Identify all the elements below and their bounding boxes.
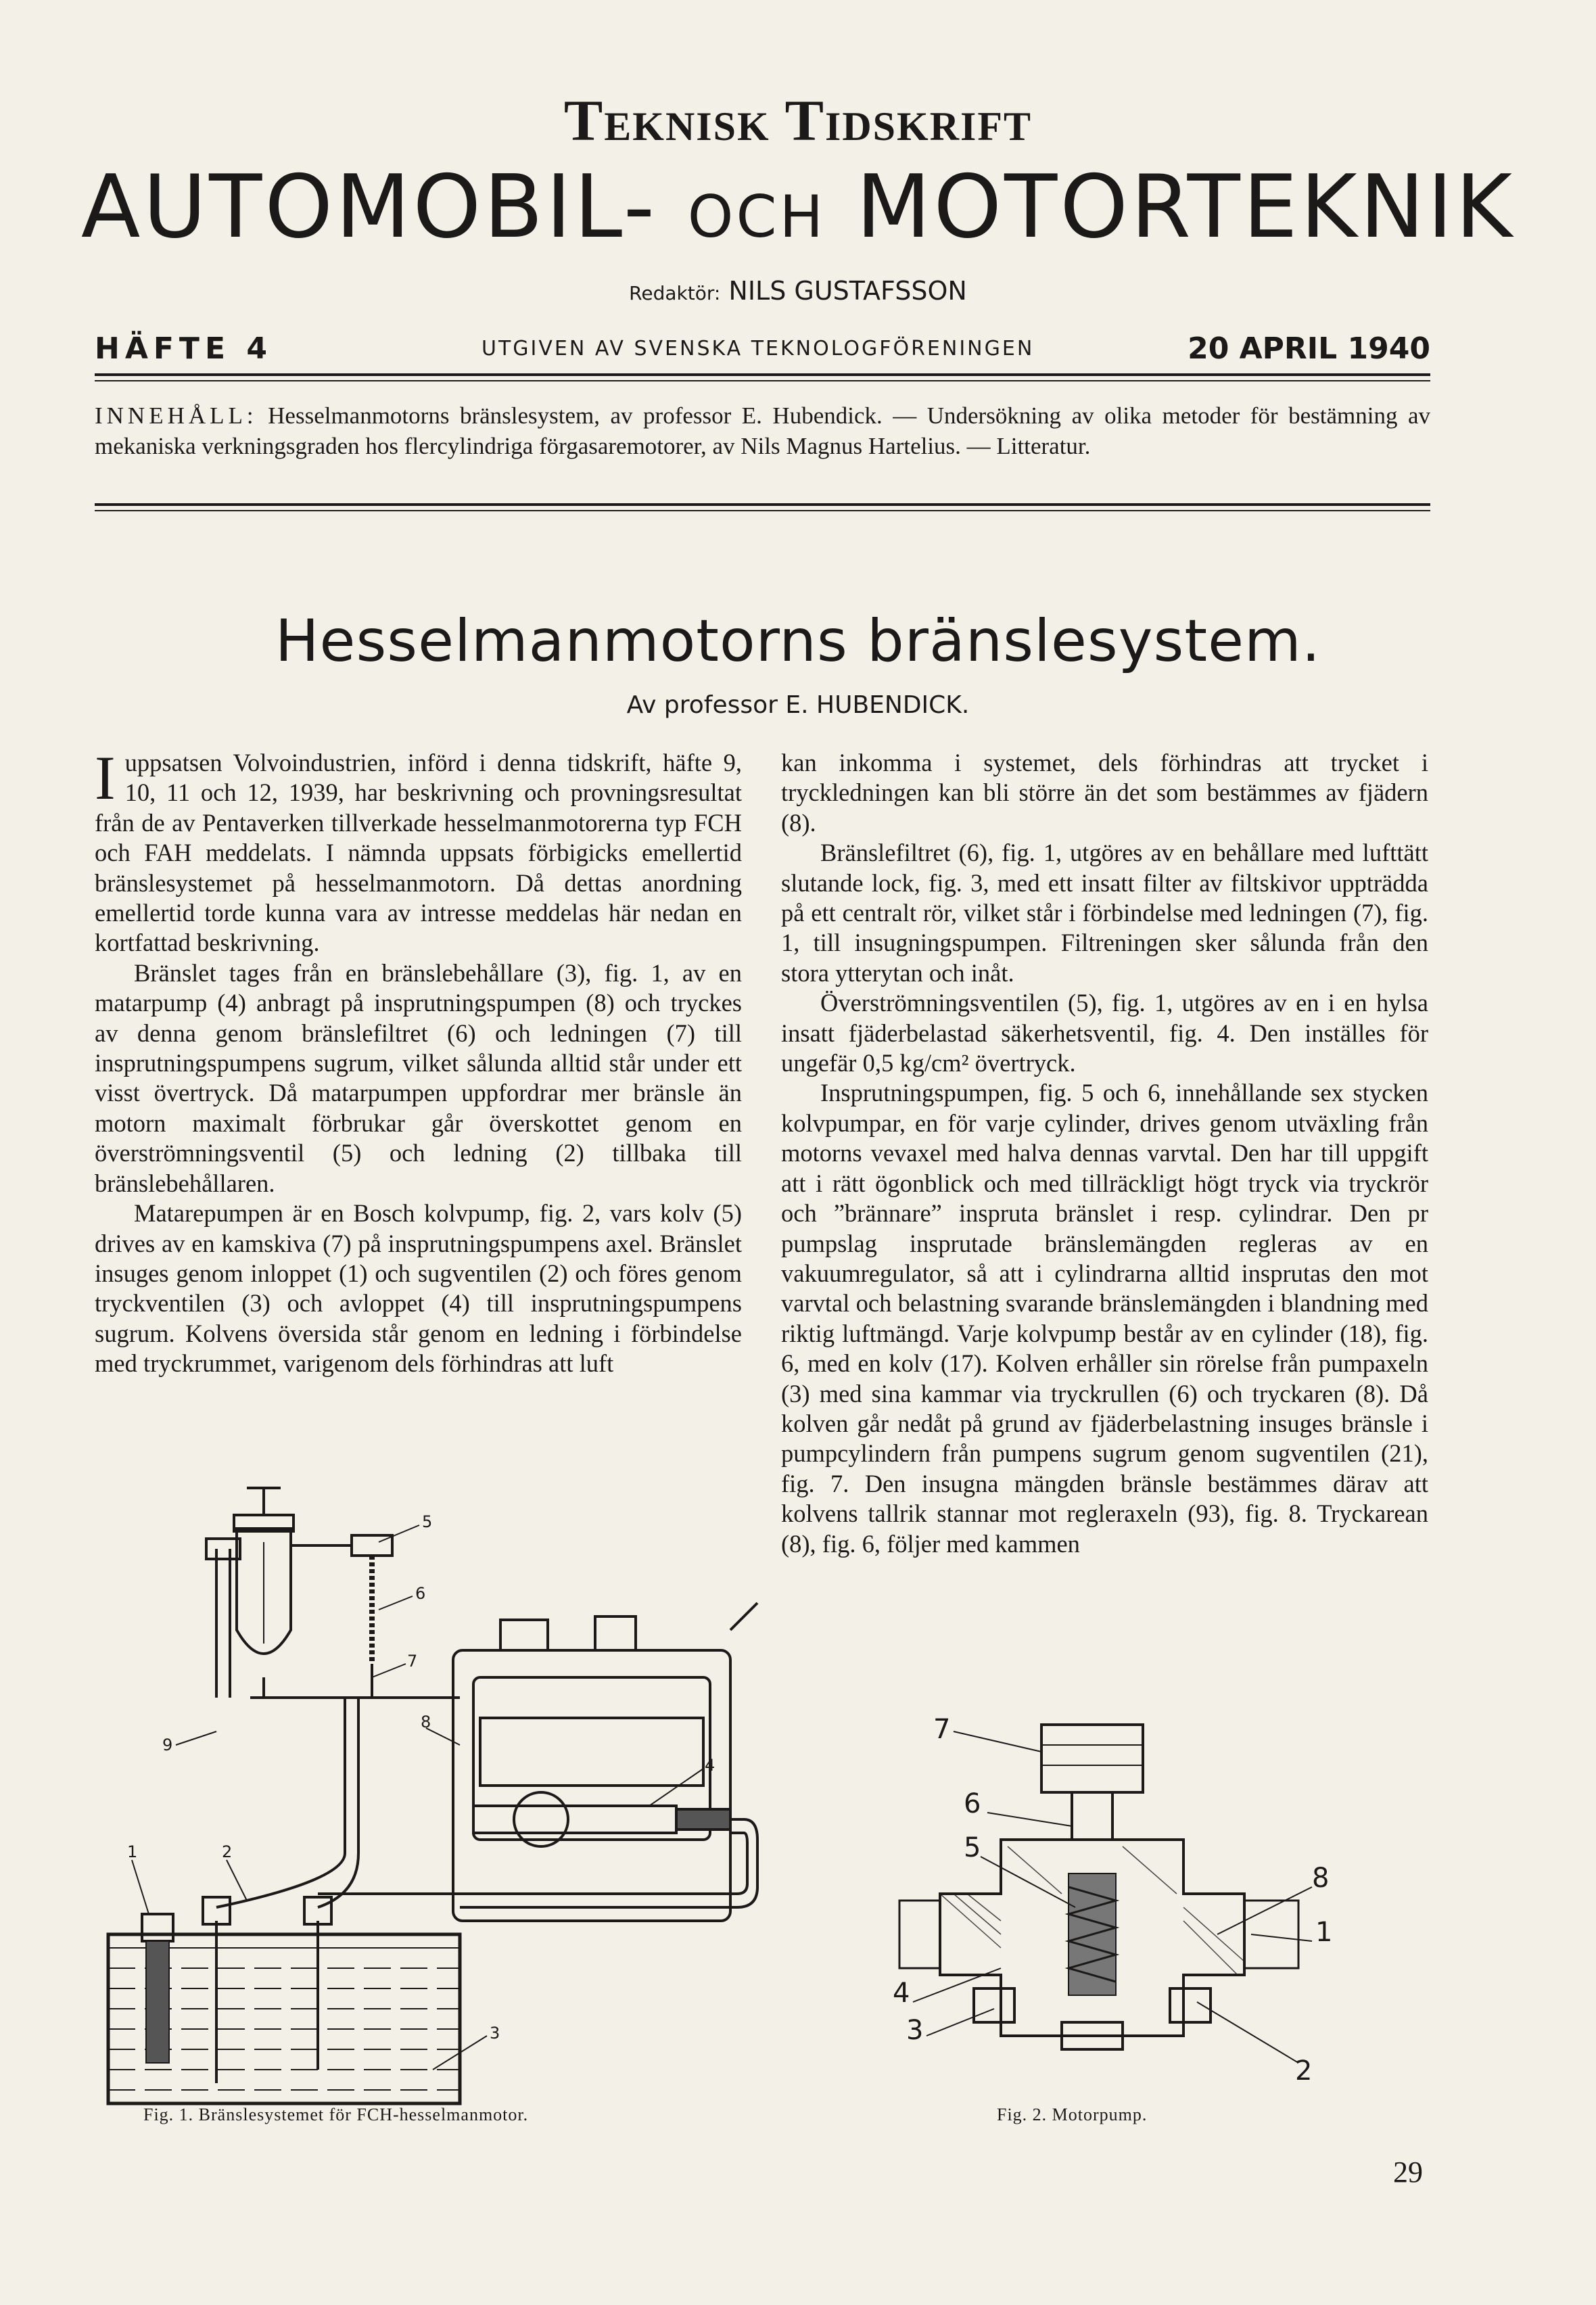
fig1-label-6: 6 bbox=[415, 1584, 426, 1603]
journal-name: Teknisk Tidskrift bbox=[563, 88, 1033, 153]
contents-rule bbox=[95, 503, 1430, 506]
fig2-label-8: 8 bbox=[1312, 1863, 1330, 1894]
fig1-label-2: 2 bbox=[222, 1842, 233, 1861]
figure-1-caption: Fig. 1. Bränslesystemet för FCH-hesselmanmotor. bbox=[143, 2105, 529, 2124]
fig1-label-1: 1 bbox=[127, 1842, 138, 1861]
fig2-label-1: 1 bbox=[1315, 1917, 1333, 1948]
contents-text: Hesselmanmotorns bränslesystem, av professor E. Hubendick. — Undersökning av olika metoder för bestämning av mekaniska verkningsgraden hos flercylindriga förgasaremotorer, av Nils Magnus Hartelius. — Litteratur. bbox=[95, 402, 1430, 459]
figure-2-caption: Fig. 2. Motorpump. bbox=[997, 2105, 1148, 2124]
paragraph-2: Bränslet tages från en bränslebehållare (3), fig. 1, av en matarpump (4) anbragt på insprutningspumpen (8) och tryckes av denna genom bränslefiltret (6) och ledningen (7) till insprutningspumpens sugrum, vilket sålunda alltid står under ett visst övertryck. Då matarpumpen uppfordrar mer bränsle än motorn maximalt förbrukar går överskottet genom en överströmningsventil (5) och ledning (2) tillbaka till bränslebehållaren. bbox=[95, 958, 742, 1197]
paragraph-3: Matarepumpen är en Bosch kolvpump, fig. 2, vars kolv (5) drives av en kamskiva (7) på insprutningspumpens axel. Bränslet insuges genom inloppet (1) och sugventilen (2) och föres genom tryckventilen (3) och avloppet (4) till insprutningspumpens sugrum. Kolvens översida står genom en ledning i förbindelse med tryckrummet, varigenom dels förhindras att luft bbox=[95, 1199, 742, 1378]
drop-cap: I bbox=[95, 743, 116, 812]
paragraph-4: kan inkomma i systemet, dels förhindras att trycket i tryckledningen kan bli större än det som bestämmes av fjädern (8). bbox=[781, 749, 1428, 837]
editor-line bbox=[0, 276, 1596, 306]
figure-2-motor-pump-section bbox=[839, 1718, 1366, 2097]
page-number: 29 bbox=[1393, 2156, 1423, 2189]
fig2-label-7: 7 bbox=[933, 1718, 951, 1745]
fig2-label-2: 2 bbox=[1295, 2055, 1313, 2087]
fig2-label-6: 6 bbox=[964, 1788, 981, 1819]
paragraph-5: Bränslefiltret (6), fig. 1, utgöres av en behållare med lufttätt slutande lock, fig. 3, med ett insatt filter av filtskivor uppträdda på ett centralt rör, vilket står i förbindelse med ledningen (7), fig. 1, till insugningspumpen. Filtreningen sker sålunda från den stora ytterytan och inåt. bbox=[781, 839, 1428, 987]
article-title: Hesselmanmotorns bränslesystem. bbox=[275, 607, 1321, 675]
fig1-label-9: 9 bbox=[162, 1736, 173, 1754]
fig2-label-4: 4 bbox=[893, 1978, 910, 2009]
section-title-main: AUTOMOBIL- bbox=[80, 157, 658, 258]
fig1-label-3: 3 bbox=[490, 2024, 500, 2043]
contents-rule-thin bbox=[95, 510, 1430, 511]
paragraph-6: Överströmningsventilen (5), fig. 1, utgöres av en i en hylsa insatt fjäderbelastad säkerhetsventil, fig. 4. Den inställes för ungefär 0,5 kg/cm² övertryck. bbox=[781, 989, 1428, 1077]
article-byline: Av professor E. HUBENDICK. bbox=[626, 691, 970, 719]
table-of-contents bbox=[95, 400, 1430, 461]
article-column-right bbox=[781, 748, 1428, 1559]
fig2-label-5: 5 bbox=[964, 1832, 981, 1863]
article-column-left bbox=[95, 743, 742, 1379]
section-title-och: OCH bbox=[687, 183, 826, 251]
header-rule-thin bbox=[95, 380, 1430, 381]
paragraph-1: Iuppsatsen Volvoindustrien, införd i denna tidskrift, häfte 9, 10, 11 och 12, 1939, har beskrivning och provningsresultat från de av Pentaverken tillverkade hesselmanmotorerna typ FCH och FAH meddelats. I nämnda uppsats förbigicks emellertid bränslesystemet på hesselmanmotorn. Då dettas anordning emellertid torde kunna vara av intresse meddelas här nedan en kortfattad beskrivning. bbox=[95, 743, 742, 957]
fig1-label-8: 8 bbox=[421, 1713, 431, 1731]
fig2-label-3: 3 bbox=[906, 2015, 924, 2046]
editor-name: NILS GUSTAFSSON bbox=[728, 276, 967, 306]
contents-label: INNEHÅLL: bbox=[95, 402, 258, 429]
issue-date: 20 APRIL 1940 bbox=[1188, 331, 1430, 366]
publisher: UTGIVEN AV SVENSKA TEKNOLOGFÖRENINGEN bbox=[482, 337, 1035, 360]
section-title bbox=[0, 157, 1596, 258]
editor-label: Redaktör: bbox=[629, 282, 721, 304]
section-title-end: MOTORTEKNIK bbox=[855, 157, 1516, 258]
paragraph-7: Insprutningspumpen, fig. 5 och 6, innehållande sex stycken kolvpumpar, en för varje cylinder, drives genom utväxling från motorns vevaxel med halva dennas varvtal. Den har till uppgift att i rätt ögonblick och med tillräckligt högt tryck via tryckrör och ”brännare” insprutа bränslet i resp. cylindrar. Den pr pumpslag insprutade bränslemängden regleras av en vakuumregulator, så att i cylindrarna alltid insprutas den mot varvtal och belastning svarande bränslemängden i blandning med riktig luftmängd. Varje kolvpump består av en cylinder (18), fig. 6, med en kolv (17). Kolven erhåller sin rörelse från pumpaxeln (3) med sina kammar via tryckrullen (6) och tryckaren (8). Då kolven går nedåt på grund av fjäderbelastning insuges bränsle i pumpcylindern från pumpens sugrum genom sugventilen (21), fig. 7. Den insugna mängden bränsle bestämmes därav att kolvens tallrik stannar mot regleraxeln (93), fig. 8. Tryckarean (8), fig. 6, följer med kammen bbox=[781, 1079, 1428, 1558]
fig1-label-5: 5 bbox=[422, 1512, 433, 1531]
figure-1-fuel-system-diagram bbox=[95, 1474, 771, 2110]
issue-number: HÄFTE 4 bbox=[95, 331, 273, 366]
fig1-label-7: 7 bbox=[407, 1652, 418, 1671]
fig1-label-4: 4 bbox=[705, 1756, 715, 1775]
issue-info-row bbox=[95, 326, 1430, 367]
header-rule bbox=[95, 373, 1430, 376]
